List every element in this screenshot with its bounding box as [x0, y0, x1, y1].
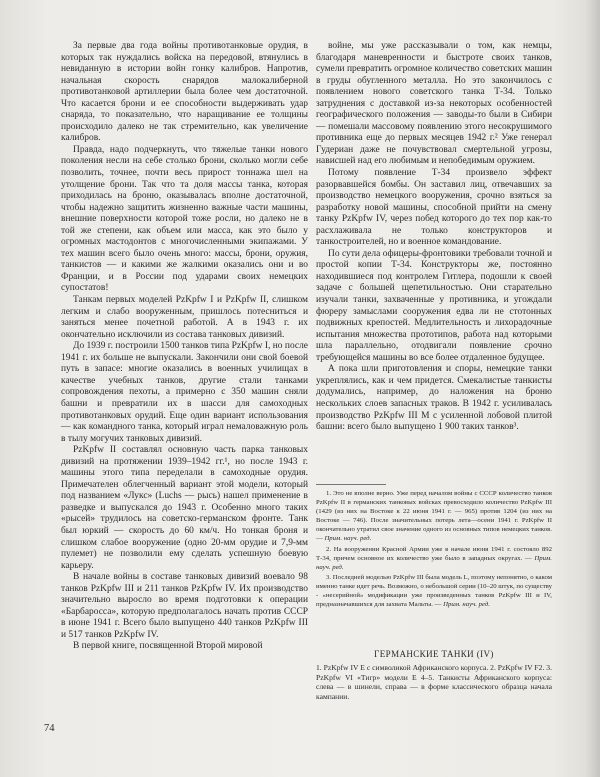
paragraph: За первые два года войны противотанковые орудия, в которых так нуждались войска на передовой, втянулись в невиданную в истории войн гонку калибров. Напротив, начальная скорость снарядов малокалиберной противотанковой артиллерии была более чем достаточной. Что касается брони и ее способности выдерживать удар снаряда, то показательно, что наращивание ее толщины происходило далеко не так стремительно, как увеличение калибров. [61, 41, 308, 144]
right-text-column [316, 41, 552, 434]
paragraph: Потому появление Т-34 произвело эффект разорвавшейся бомбы. Он заставил лиц, отвечавших за производство немецкого вооружения, срочно взяться за разработку новой машины, способной прийти на смену танку PzKpfw IV, через побед которого до тех пор как-то расхлаживала не только конструкторов и танкостроителей, но и военное командование. [316, 168, 552, 248]
footnote-text: 1. Это не вполне верно. Уже перед началом войны с СССР количество танков PzKpfw II в германских танковых войсках превосходило количество PzKpfw III (1429 (из них на Востоке к 22 июня 1941 г. — 965) против 1204 (из них на Востоке — 746). После значительных потерь лета—осени 1941 г. PzKpfw II окончательно утратил свое значение одного из основных типов немецких танков. — [316, 490, 552, 543]
footnote [316, 573, 552, 609]
paragraph: В первой книге, посвященной Второй мировой [73, 641, 263, 652]
caption-text: 1. PzKpfw IV E с символикой Африканского корпуса. 2. PzKpfw IV F2. 3. PzKpfw VI «Тигр» модели E 4–5. Танкисты Африканского корпуса: слева — в шинели, справа — в форме классического образца начала кампании. [316, 663, 552, 701]
paragraph: Танкам первых моделей PzKpfw I и PzKpfw II, слишком легким и слабо вооруженным, пришлось потесниться и заняться менее почетной работой. А в 1943 г. их окончательно исключили из состава танковых дивизий. [61, 295, 308, 340]
footnote-credit: Прим. науч. ред. [443, 601, 490, 609]
footnote [316, 489, 552, 544]
footnote-credit: Прим. науч. ред. [324, 535, 372, 543]
paragraph: PzKpfw II составлял основную часть парка танковых дивизий на протяжении 1939–1942 гг.¹, но после 1943 г. машины этого типа переделали в самоходные орудия. Примечателен облегченный вариант этой модели, который под названием «Лукс» (Luchs — рысь) нашел применение в разведке и выпускался до 1943 г. Особенно много таких «рысей» трудилось на советско-германском фронте. Танк был юркий — скорость до 60 км/ч. Но тонкая броня и слишком слабое вооружение (одно 20-мм орудие и 7,9-мм пулемет) не позволили ему сделать успешную боевую карьеру. [61, 445, 308, 571]
left-text-column [61, 41, 308, 653]
caption-title: ГЕРМАНСКИЕ ТАНКИ (IV) [374, 649, 494, 659]
footnote-text: 3. Последней моделью PzKpfw III была модель L, поэтому непонятно, о каком именно танке идет речь. Возможно, о небольшой серии (10–20 штук, по существу - «несерийной» модификации уже произведенных танков PzKpfw III и IV, предназначавшихся для захвата Мальты. — [316, 573, 552, 609]
page-edge-shadow [585, 0, 600, 777]
footnote-separator [316, 484, 386, 485]
footnote-text: 2. На вооружении Красной Армии уже в начале июня 1941 г. состояло 892 Т-34, причем основное их количество уже было в западных округах. — [316, 545, 552, 562]
paragraph: По сути дела офицеры-фронтовики требовали точной и простой копии Т-34. Конструкторы же, постоянно находившиеся под контролем Гитлера, подошли к своей задаче с большей щепетильностью. Они старательно изучали танки, захваченные у противника, и угождали фюреру замыслами сооружения едва ли не стотонных подвижных крепостей. Медлительность и лихорадочные испытания множества прототипов, работа над которыми шла параллельно, отодвигали появление срочно требующейся машины во все более отдаленное будущее. [316, 248, 552, 363]
paragraph: До 1939 г. построили 1500 танков типа PzKpfw I, но после 1941 г. их больше не выпускали. Закончили они свой боевой путь в запасе: многие оказались в военных училищах в качестве учебных танков, другие стали танками сопровождения пехоты, а примерно с 350 машин сняли башни и превратили их в шасси для самоходных противотанковых орудий. Еще один вариант использования — как командного танка, который играл немаловажную роль в тылу могучих танковых дивизий. [61, 341, 308, 444]
page-number: 74 [44, 723, 55, 734]
paragraph: войне, мы уже рассказывали о том, как немцы, благодаря маневренности и быстроте своих танков, сумели превратить огромное количество советских машин в груды обугленного металла. Но это закончилось с появлением нового советского танка Т-34. Только затруднения с доставкой из-за некоторых особенностей географического положения — заводы-то были в Сибири — помешали массовому появлению этого несокрушимого противника еще до первых месяцев 1942 г.² Уже генерал Гудериан даже не почувствовал смертельной угрозы, нависшей над его любимым и непобедимым оружием. [316, 41, 552, 167]
footnote-credit: Прим. науч. ред. [316, 554, 552, 571]
paragraph: Правда, надо подчеркнуть, что тяжелые танки нового поколения несли на себе столько брони, сколько могли себе позволить, точнее, почти весь прирост тоннажа шел на утолщение брони. Так что та доля массы танка, которая приходилась на броню, оказывалась вполне достаточной, чтобы надежно защитить жизненно важные части машины, внешние поверхности которой тоже росли, но далеко не в той же степени, как объем или масса, как это было у огромных мастодонтов с многочисленными экипажами. У тех машин всего было очень много: массы, брони, оружия, танкистов — и какими же жалкими оказались они и во Франции, и в России под ударами своих немецких супостатов! [61, 144, 308, 294]
paragraph: А пока шли приготовления и споры, немецкие танки укреплялись, как и чем придется. Смекалистые танкисты додумались, например, до наложения на броню нескольких слоев запасных траков. В 1942 г. усиливалась производство PzKpfw III M с усиленной лобовой плитой башни: всего было выпущено 1 900 таких танков³. [316, 364, 552, 433]
paragraph: В начале войны в составе танковых дивизий воевало 98 танков PzKpfw III и 211 танков PzKpfw IV. Их производство значительно выросло во время подготовки к операции «Барбаросса», которую предполагалось начать против СССР в июне 1941 г. Всего было выпущено 440 танков PzKpfw III и 517 танков PzKpfw IV. [61, 572, 308, 640]
footnote [316, 545, 552, 572]
footnotes [316, 489, 552, 610]
